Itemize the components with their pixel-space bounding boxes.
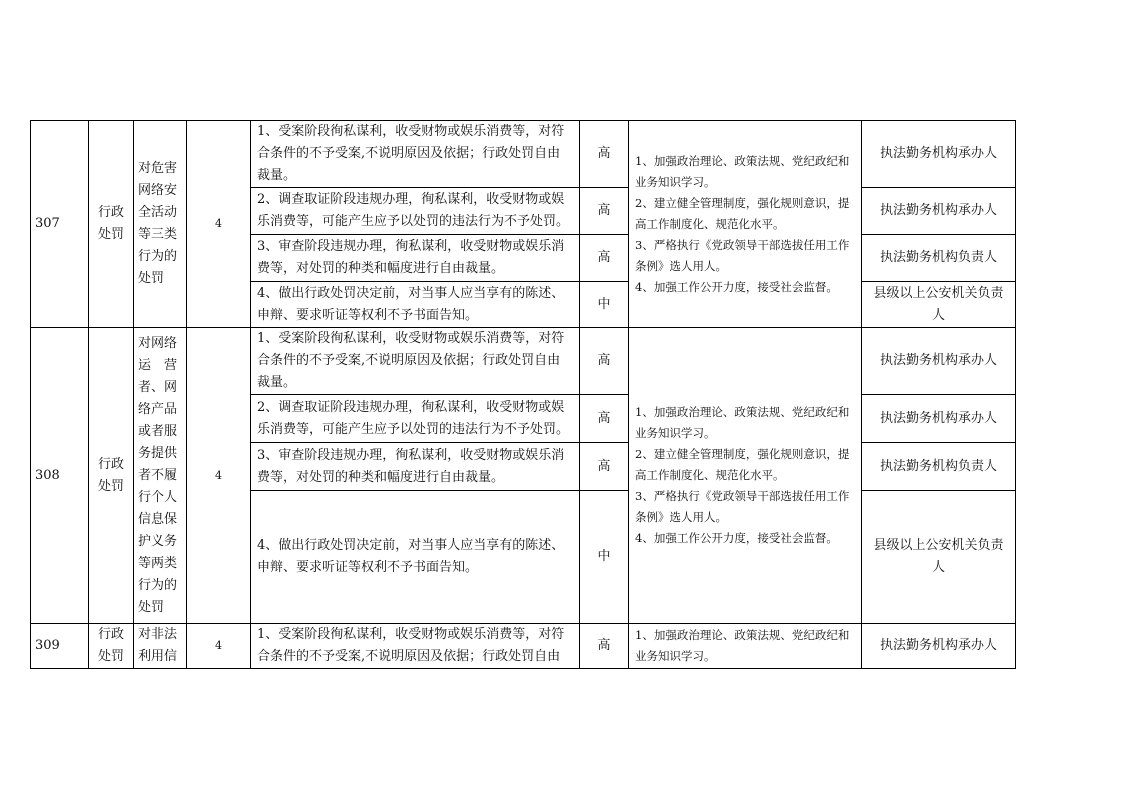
responsible-line: 执法勤务机构承办人 (879, 203, 997, 218)
responsible-party (862, 282, 1016, 328)
power-item (134, 624, 187, 669)
risk-count: 4 (187, 121, 251, 328)
risk-point-line: 合条件的不予受案,不说明原因及依据；行政处罚自由 (257, 146, 561, 161)
measure-line: 条例》选人用人。 (635, 510, 727, 524)
responsible-party (862, 491, 1016, 624)
responsible-party (862, 121, 1016, 188)
power-item-line: 护义务 (138, 533, 178, 549)
risk-point (251, 491, 580, 624)
prevention-measures (629, 121, 862, 328)
risk-point (251, 282, 580, 328)
risk-point-line: 裁量。 (257, 168, 297, 183)
responsible-line: 人 (931, 307, 945, 323)
prevention-measures (629, 328, 862, 624)
measure-line: 1、加强政治理论、政策法规、党纪政纪和 (635, 628, 850, 642)
risk-level: 高 (580, 395, 629, 443)
power-item-line: 或者服 (138, 423, 178, 439)
power-type-line: 处罚 (97, 478, 124, 494)
power-item-line: 信息保 (138, 511, 178, 527)
risk-level: 高 (580, 188, 629, 235)
risk-level: 高 (580, 121, 629, 188)
measure-line: 3、严格执行《党政领导干部选拔任用工作 (635, 237, 850, 252)
power-item-line: 等两类 (138, 555, 178, 571)
table-row (31, 121, 1016, 188)
responsible-party (862, 188, 1016, 235)
risk-level: 高 (580, 328, 629, 395)
responsible-party (862, 443, 1016, 491)
measure-line: 2、建立健全管理制度，强化规则意识，提 (635, 195, 850, 210)
risk-point (251, 188, 580, 235)
risk-point-line: 2、调查取证阶段违规办理，徇私谋利，收受财物或娱 (257, 399, 565, 415)
table-row (31, 328, 1016, 395)
measure-line: 3、严格执行《党政领导干部选拔任用工作 (635, 489, 850, 503)
measure-line: 4、加强工作公开力度，接受社会监督。 (635, 279, 838, 294)
power-type-line: 行政 (97, 456, 124, 472)
risk-point-line: 费等，对处罚的种类和幅度进行自由裁量。 (257, 261, 505, 276)
risk-level: 中 (580, 491, 629, 624)
power-type-line: 处罚 (97, 649, 124, 664)
power-item-line: 者、网 (138, 379, 178, 395)
power-item-line: 者不履 (138, 467, 178, 483)
item-number: 308 (31, 328, 89, 624)
risk-point-line: 2、调查取证阶段违规办理，徇私谋利，收受财物或娱 (257, 192, 565, 207)
risk-point (251, 624, 580, 669)
risk-point-line: 合条件的不予受案,不说明原因及依据；行政处罚自由 (257, 649, 561, 664)
risk-point-line: 3、审查阶段违规办理，徇私谋利，收受财物或娱乐消 (257, 447, 565, 463)
power-item (134, 121, 187, 328)
responsible-line: 执法勤务机构承办人 (879, 353, 997, 368)
power-item-line: 等三类 (138, 227, 178, 242)
responsible-line: 执法勤务机构承办人 (879, 410, 997, 426)
measure-line: 1、加强政治理论、政策法规、党纪政纪和 (635, 153, 850, 168)
risk-point-line: 申辩、要求听证等权利不予书面告知。 (257, 307, 479, 323)
power-item-line: 全活动 (138, 205, 178, 220)
responsible-line: 执法勤务机构负责人 (879, 250, 997, 265)
responsible-line: 人 (931, 560, 945, 575)
risk-point-line: 1、受案阶段徇私谋利，收受财物或娱乐消费等，对符 (257, 124, 565, 139)
risk-point-line: 乐消费等，可能产生应予以处罚的违法行为不予处罚。 (257, 214, 570, 229)
risk-point-line: 3、审查阶段违规办理，徇私谋利，收受财物或娱乐消 (257, 239, 565, 254)
risk-point-line: 1、受案阶段徇私谋利，收受财物或娱乐消费等，对符 (257, 627, 565, 642)
measure-line: 业务知识学习。 (635, 426, 716, 440)
power-type-line: 行政 (97, 205, 124, 220)
power-type-line: 行政 (97, 627, 124, 642)
measure-line: 条例》选人用人。 (635, 258, 727, 273)
power-item-line: 运 营 (138, 357, 178, 373)
risk-level: 高 (580, 443, 629, 491)
responsible-party (862, 624, 1016, 669)
risk-level: 高 (580, 235, 629, 282)
risk-point-line: 裁量。 (257, 375, 297, 390)
power-item-line: 处罚 (138, 599, 165, 615)
risk-point-line: 费等，对处罚的种类和幅度进行自由裁量。 (257, 469, 505, 485)
power-type (89, 328, 134, 624)
risk-table (30, 120, 1016, 669)
power-item-line: 网络安 (138, 183, 178, 198)
power-item-line: 行为的 (138, 249, 178, 264)
table-row (31, 624, 1016, 669)
measure-line: 高工作制度化、规范化水平。 (635, 216, 785, 231)
risk-point-line: 1、受案阶段徇私谋利，收受财物或娱乐消费等，对符 (257, 331, 565, 346)
responsible-party (862, 328, 1016, 395)
risk-count: 4 (187, 624, 251, 669)
responsible-party (862, 395, 1016, 443)
responsible-line: 执法勤务机构承办人 (879, 638, 997, 653)
power-item-line: 行个人 (138, 489, 178, 505)
power-item-line: 络产品 (138, 401, 178, 417)
risk-point-line: 合条件的不予受案,不说明原因及依据；行政处罚自由 (257, 353, 561, 368)
measure-line: 2、建立健全管理制度，强化规则意识，提 (635, 447, 850, 461)
power-item-line: 对危害 (138, 161, 178, 176)
power-type-line: 处罚 (97, 227, 124, 242)
risk-point-line: 4、做出行政处罚决定前，对当事人应当享有的陈述、 (257, 285, 565, 301)
risk-point-line: 申辩、要求听证等权利不予书面告知。 (257, 560, 479, 575)
risk-point (251, 395, 580, 443)
power-item-line: 务提供 (138, 445, 178, 461)
risk-point (251, 443, 580, 491)
power-item-line: 对非法 (138, 627, 178, 642)
risk-point-line: 乐消费等，可能产生应予以处罚的违法行为不予处罚。 (257, 421, 570, 437)
risk-count: 4 (187, 328, 251, 624)
power-item (134, 328, 187, 624)
responsible-party (862, 235, 1016, 282)
risk-point (251, 121, 580, 188)
item-number: 307 (31, 121, 89, 328)
responsible-line: 县级以上公安机关负责 (873, 538, 1004, 553)
power-item-line: 对网络 (138, 335, 178, 351)
power-type (89, 624, 134, 669)
measure-line: 4、加强工作公开力度，接受社会监督。 (635, 531, 838, 545)
item-number: 309 (31, 624, 89, 669)
responsible-line: 执法勤务机构负责人 (879, 458, 997, 474)
risk-level: 中 (580, 282, 629, 328)
power-item-line: 行为的 (138, 577, 178, 593)
responsible-line: 执法勤务机构承办人 (879, 146, 997, 161)
power-type (89, 121, 134, 328)
risk-point-line: 4、做出行政处罚决定前，对当事人应当享有的陈述、 (257, 538, 565, 553)
measure-line: 高工作制度化、规范化水平。 (635, 468, 785, 482)
measure-line: 1、加强政治理论、政策法规、党纪政纪和 (635, 405, 850, 419)
risk-point (251, 328, 580, 395)
risk-level: 高 (580, 624, 629, 669)
power-item-line: 利用信 (138, 649, 178, 664)
measure-line: 业务知识学习。 (635, 174, 716, 189)
risk-point (251, 235, 580, 282)
responsible-line: 县级以上公安机关负责 (873, 285, 1004, 301)
prevention-measures (629, 624, 862, 669)
measure-line: 业务知识学习。 (635, 649, 716, 663)
power-item-line: 处罚 (138, 271, 165, 286)
